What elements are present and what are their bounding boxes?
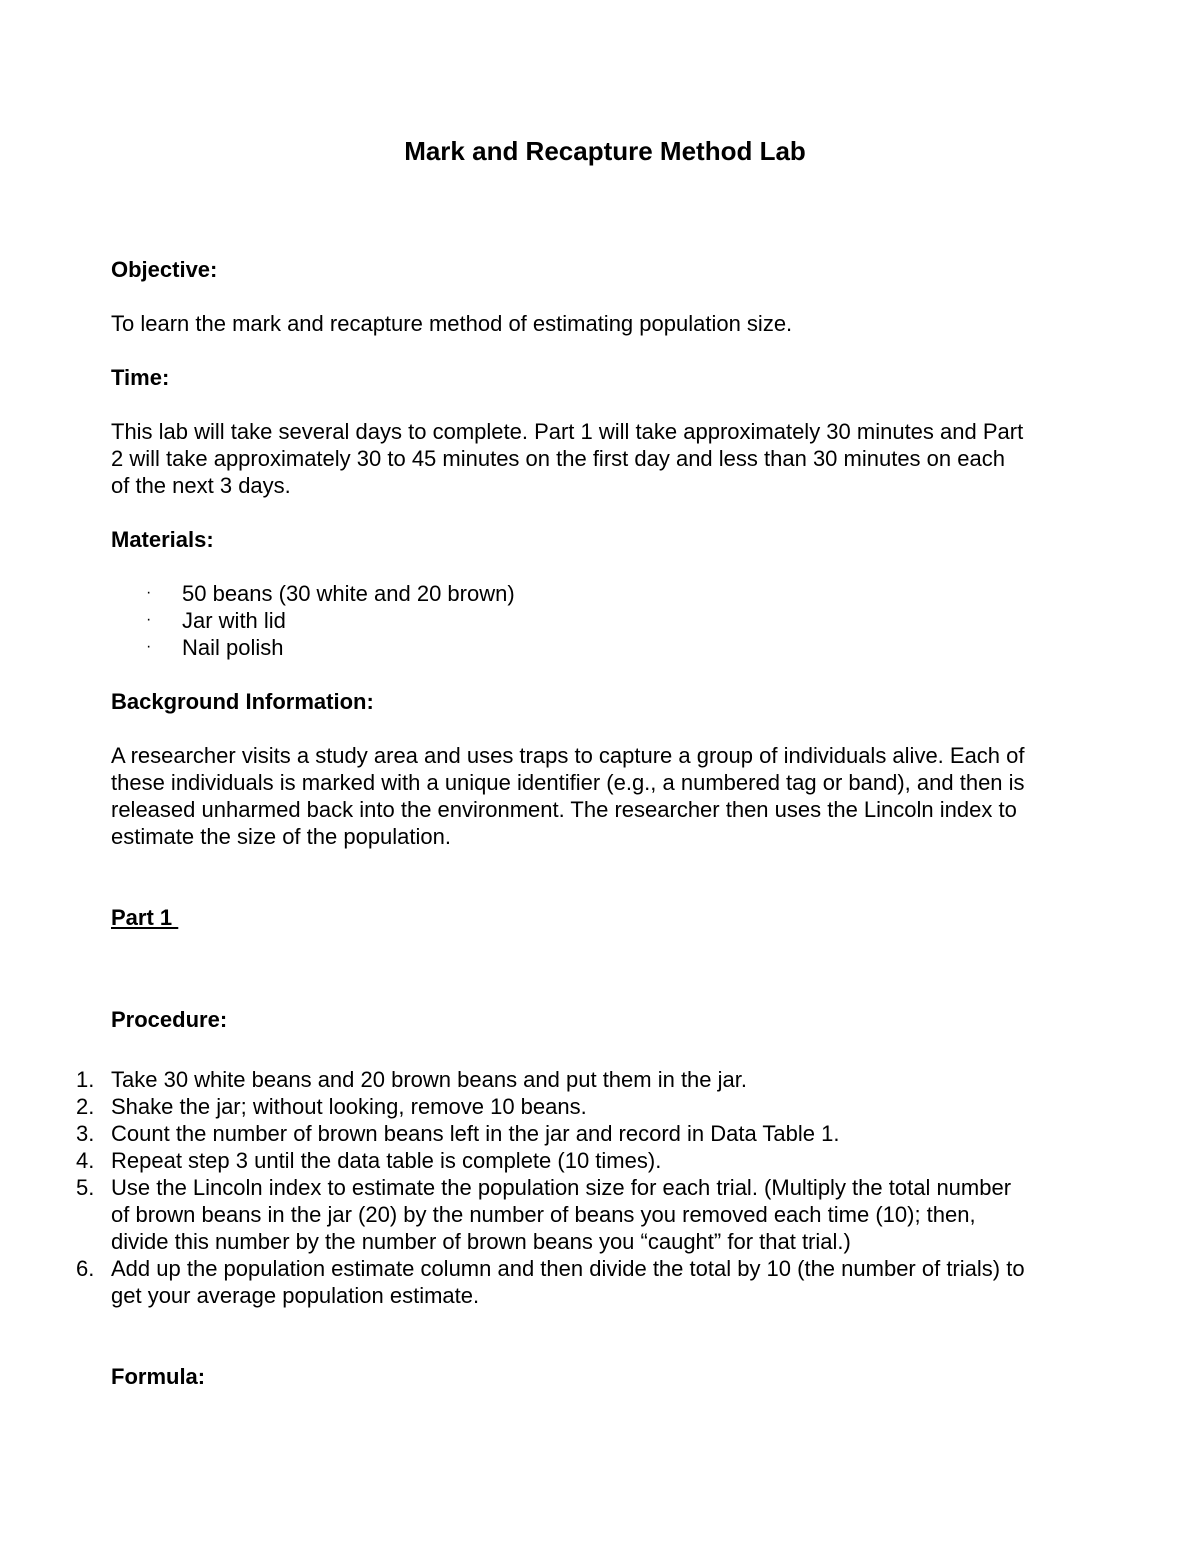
- part1-heading: Part 1: [111, 905, 179, 930]
- time-line: This lab will take several days to complete. Part 1 will take approximately 30 minutes and Part: [111, 419, 1024, 444]
- time-line: of the next 3 days.: [111, 473, 291, 498]
- formula-heading: Formula:: [111, 1364, 206, 1389]
- bullet-icon: ·: [146, 584, 152, 601]
- background-line: estimate the size of the population.: [111, 824, 451, 849]
- step-number: 4.: [76, 1148, 95, 1173]
- background-line: released unharmed back into the environment. The researcher then uses the Lincoln index to: [111, 797, 1017, 822]
- step-text: divide this number by the number of brown beans you “caught” for that trial.): [111, 1229, 851, 1254]
- step-number: 3.: [76, 1121, 95, 1146]
- step-text: Take 30 white beans and 20 brown beans and put them in the jar.: [111, 1067, 747, 1092]
- step-number: 1.: [76, 1067, 95, 1092]
- step-number: 5.: [76, 1175, 95, 1200]
- time-heading: Time:: [111, 365, 170, 390]
- objective-text: To learn the mark and recapture method of estimating population size.: [111, 311, 793, 336]
- step-number: 6.: [76, 1256, 95, 1281]
- step-text: of brown beans in the jar (20) by the number of beans you removed each time (10); then,: [111, 1202, 976, 1227]
- materials-item: Jar with lid: [182, 608, 286, 633]
- step-text: Count the number of brown beans left in the jar and record in Data Table 1.: [111, 1121, 840, 1146]
- materials-item: 50 beans (30 white and 20 brown): [182, 581, 515, 606]
- step-text: Use the Lincoln index to estimate the population size for each trial. (Multiply the total number: [111, 1175, 1012, 1200]
- materials-heading: Materials:: [111, 527, 214, 552]
- objective-heading: Objective:: [111, 257, 218, 282]
- materials-item: Nail polish: [182, 635, 284, 660]
- step-text: Repeat step 3 until the data table is complete (10 times).: [111, 1148, 662, 1173]
- background-line: A researcher visits a study area and uses traps to capture a group of individuals alive. Each of: [111, 743, 1025, 768]
- procedure-heading: Procedure:: [111, 1007, 228, 1032]
- step-number: 2.: [76, 1094, 95, 1119]
- step-text: get your average population estimate.: [111, 1283, 480, 1308]
- bullet-icon: ·: [146, 611, 152, 628]
- background-heading: Background Information:: [111, 689, 374, 714]
- time-line: 2 will take approximately 30 to 45 minutes on the first day and less than 30 minutes on each: [111, 446, 1005, 471]
- bullet-icon: ·: [146, 638, 152, 655]
- page-title: Mark and Recapture Method Lab: [404, 136, 806, 166]
- background-line: these individuals is marked with a unique identifier (e.g., a numbered tag or band), and then is: [111, 770, 1025, 795]
- step-text: Add up the population estimate column and then divide the total by 10 (the number of trials) to: [111, 1256, 1025, 1281]
- step-text: Shake the jar; without looking, remove 10 beans.: [111, 1094, 587, 1119]
